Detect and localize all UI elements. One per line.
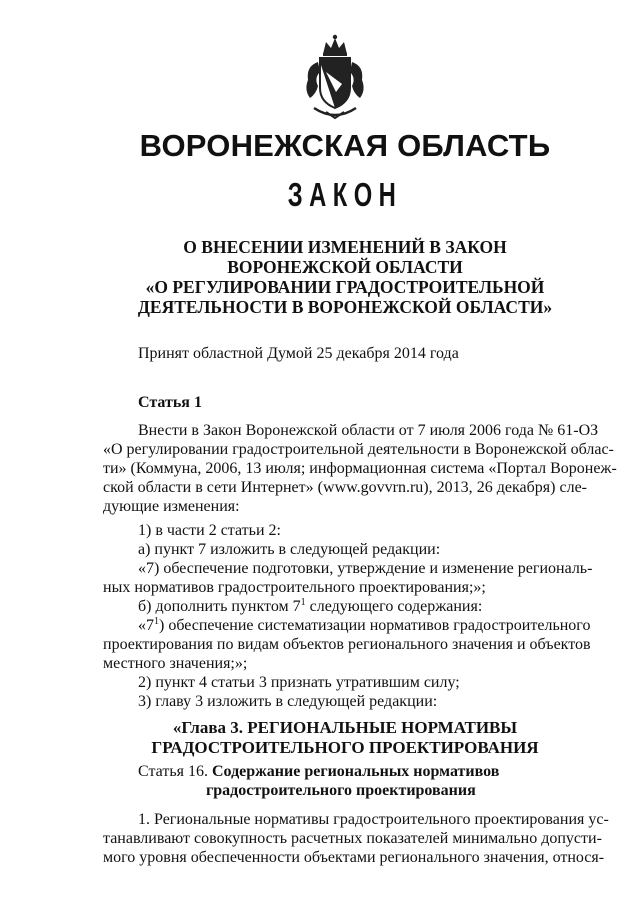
text-span: б) дополнить пунктом 7 <box>138 598 301 615</box>
subtitle-line: О ВНЕСЕНИИ ИЗМЕНЕНИЙ В ЗАКОН <box>183 237 507 257</box>
amendment-item-2: 2) пункт 4 статьи 3 признать утратившим силу; <box>138 674 460 691</box>
text-line <box>103 616 591 635</box>
chapter-3-title-line-2: ГРАДОСТРОИТЕЛЬНОГО ПРОЕКТИРОВАНИЯ <box>151 738 539 757</box>
quote-point-7-1 <box>103 616 591 673</box>
coat-of-arms-icon <box>296 32 374 122</box>
text-line: дующие изменения: <box>103 498 240 515</box>
adoption-date: Принят областной Думой 25 декабря 2014 года <box>138 345 459 362</box>
text-line: местного значения;»; <box>103 655 248 672</box>
article-16-title-line-2: градостроительного проектирования <box>206 782 476 799</box>
text-span: ) обеспечение систематизации нормативов градостроительного <box>159 617 591 634</box>
text-line: проектирования по видам объектов регионального значения и объектов <box>103 636 591 653</box>
subtitle-line: ДЕЯТЕЛЬНОСТИ В ВОРОНЕЖСКОЙ ОБЛАСТИ» <box>137 297 553 317</box>
amendment-item-3: 3) главу 3 изложить в следующей редакции: <box>138 693 438 710</box>
superscript: 1 <box>154 616 159 627</box>
article-16-title: Содержание региональных нормативов <box>211 763 500 780</box>
article-1-heading: Статья 1 <box>138 394 202 411</box>
region-title: ВОРОНЕЖСКАЯ ОБЛАСТЬ <box>139 128 551 163</box>
article-16-paragraph-1 <box>103 810 609 867</box>
subtitle-line: «О РЕГУЛИРОВАНИИ ГРАДОСТРОИТЕЛЬНОЙ <box>145 277 545 297</box>
text-line: 1. Региональные нормативы градостроительного проектирования ус- <box>138 811 609 828</box>
text-line: танавливают совокупность расчетных показателей минимально допусти- <box>103 830 602 847</box>
text-line: «7) обеспечение подготовки, утверждение и изменение региональ- <box>138 560 593 577</box>
text-line: ской области в сети Интернет» (www.govvrn.ru), 2013, 26 декабря) сле- <box>103 479 587 496</box>
quote-point-7 <box>103 559 593 597</box>
document-type: ЗАКОН <box>287 176 403 213</box>
article-1-intro <box>103 421 617 516</box>
amendment-item-1: 1) в части 2 статьи 2: <box>138 522 281 539</box>
amendment-item-1b <box>138 597 482 616</box>
article-16-heading <box>138 762 499 781</box>
chapter-3-title-line-1: «Глава 3. РЕГИОНАЛЬНЫЕ НОРМАТИВЫ <box>172 718 518 737</box>
text-span: «7 <box>138 617 154 634</box>
law-subtitle <box>100 237 590 317</box>
text-line: ти» (Коммуна, 2006, 13 июля; информационная система «Портал Воронеж- <box>103 460 617 477</box>
text-line: ных нормативов градостроительного проектирования;»; <box>103 579 486 596</box>
text-line: Внести в Закон Воронежской области от 7 июля 2006 года № 61-ОЗ <box>138 422 599 439</box>
amendment-item-1a: а) пункт 7 изложить в следующей редакции: <box>138 541 441 558</box>
text-span: следующего содержания: <box>305 598 483 615</box>
superscript: 1 <box>300 597 306 608</box>
text-line: «О регулировании градостроительной деятельности в Воронежской облас- <box>103 441 614 458</box>
subtitle-line: ВОРОНЕЖСКОЙ ОБЛАСТИ <box>227 257 463 277</box>
article-16-label: Статья 16. <box>138 763 212 780</box>
text-line: мого уровня обеспеченности объектами регионального значения, относя- <box>103 849 605 866</box>
